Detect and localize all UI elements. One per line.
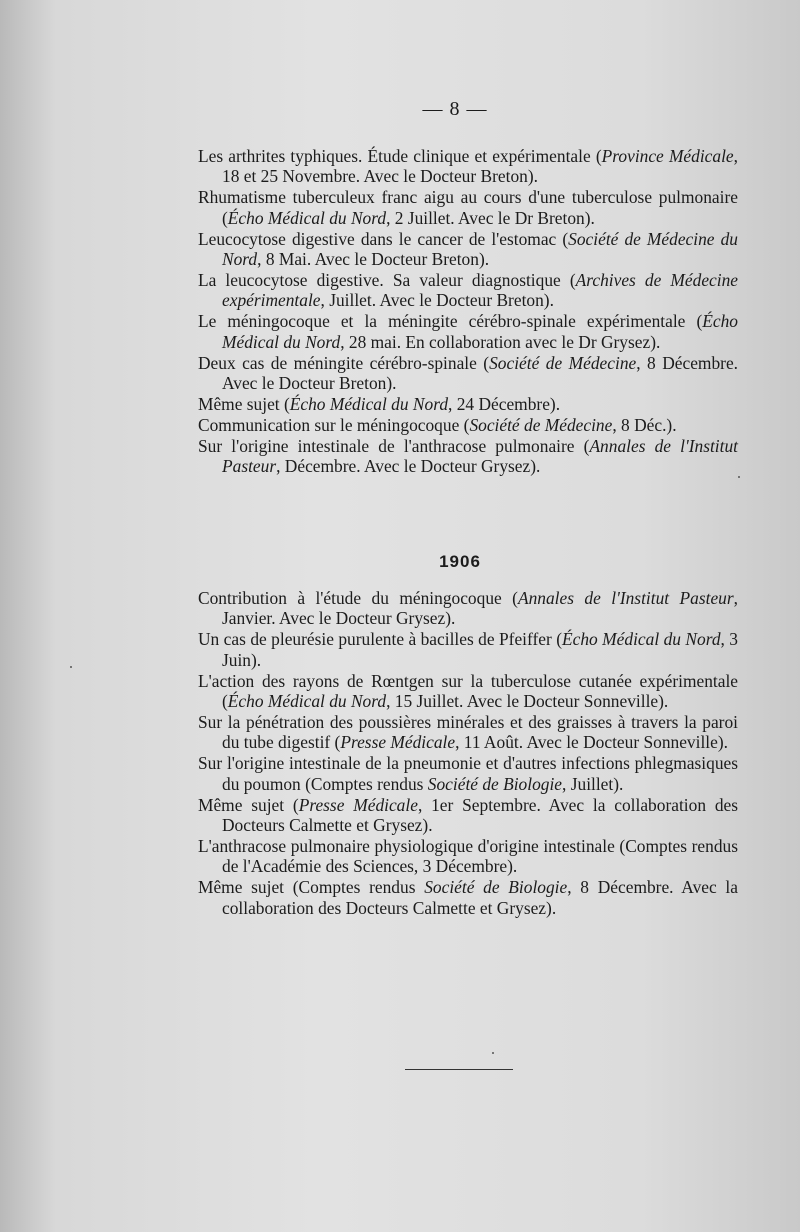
entry-text: , Juillet). [562, 773, 624, 794]
paper-speck [738, 476, 740, 478]
entry-text: Même sujet ( [198, 393, 290, 414]
bibliography-entry [198, 629, 738, 670]
entry-text: Communication sur le méningocoque ( [198, 414, 470, 435]
entry-text: Les arthrites typhiques. Étude clinique et expérimentale ( [198, 146, 602, 166]
year-heading: 1906 [439, 552, 481, 571]
bibliography-entry [198, 229, 738, 270]
page-number: — 8 — [422, 98, 488, 120]
entry-text: , 2 Juillet. Avec le Dr Breton). [386, 207, 595, 228]
bibliography-entry [198, 353, 738, 394]
bibliography-entry [198, 712, 738, 753]
bibliography-entry [198, 415, 738, 435]
entry-text: Sur la pénétration des poussières minérales et des graisses à travers la paroi du tube digestif ( [198, 711, 738, 753]
bibliography-list-before-1906 [198, 146, 738, 477]
entry-text: Leucocytose digestive dans le cancer de l'estomac ( [198, 228, 569, 249]
entry-text: , 8 Décembre. Avec la collaboration des Docteurs Calmette et Grysez). [222, 877, 738, 918]
entry-text: , 18 et 25 Novembre. Avec le Docteur Breton). [222, 146, 739, 187]
journal-title: Annales de l'Institut Pasteur [222, 435, 738, 477]
entry-text: Même sujet (Comptes rendus [198, 877, 425, 898]
entry-text: , 11 Août. Avec le Docteur Sonneville). [455, 732, 728, 753]
entry-text: , 28 mai. En collaboration avec le Dr Grysez). [340, 331, 661, 352]
bibliography-entry [198, 671, 738, 712]
entry-text: , 8 Déc.). [612, 414, 677, 435]
paper-speck [492, 1052, 494, 1054]
entry-text: Sur l'origine intestinale de l'anthracose pulmonaire ( [198, 435, 590, 456]
journal-title: Écho Médical du Nord [562, 629, 721, 650]
entry-text: Sur l'origine intestinale de la pneumonie et d'autres infections phlegmasiques du poumon (Comptes rendus [198, 753, 738, 794]
bibliography-entry [198, 187, 738, 228]
journal-title: Écho Médical du Nord [289, 393, 449, 414]
journal-title: Presse Médicale [298, 794, 418, 815]
entry-text: , Décembre. Avec le Docteur Grysez). [276, 456, 541, 477]
entry-text: La leucocytose digestive. Sa valeur diagnostique ( [198, 269, 576, 290]
entry-text: L'action des rayons de Rœntgen sur la tuberculose cutanée expérimentale ( [198, 670, 738, 712]
journal-title: Écho Médical du Nord [222, 311, 738, 352]
journal-title: Société de Médecine du Nord [222, 228, 738, 270]
bibliography-list-1906 [198, 588, 738, 919]
journal-title: Écho Médical du Nord [227, 207, 387, 228]
bibliography-entry [198, 795, 738, 836]
end-rule [405, 1069, 513, 1070]
entry-text: , Janvier. Avec le Docteur Grysez). [222, 588, 738, 629]
entry-text: , 1er Septembre. Avec la collaboration des Docteurs Calmette et Grysez). [222, 794, 739, 835]
journal-title: Presse Médicale [340, 732, 456, 753]
entry-text: Rhumatisme tuberculeux franc aigu au cours d'une tuberculose pulmonaire ( [198, 187, 738, 228]
journal-title: Société de Médecine [489, 352, 637, 373]
entry-text: , 3 Juin). [222, 629, 739, 670]
bibliography-entry [198, 436, 738, 477]
entry-text: Le méningocoque et la méningite cérébro-spinale expérimentale ( [198, 311, 703, 332]
entry-text: , 8 Décembre. Avec le Docteur Breton). [222, 352, 739, 393]
entry-text: L'anthracose pulmonaire physiologique d'origine intestinale (Comptes rendus de l'Académie des Sciences, 3 Décembre). [198, 835, 738, 877]
bibliography-entry [198, 836, 738, 877]
entry-text: Même sujet ( [198, 794, 299, 815]
entry-text: , 8 Mai. Avec le Docteur Breton). [257, 249, 490, 270]
bibliography-entry [198, 588, 738, 629]
bibliography-entry [198, 753, 738, 794]
entry-text: Deux cas de méningite cérébro-spinale ( [198, 352, 490, 373]
bibliography-entry [198, 311, 738, 352]
paper-speck [70, 666, 72, 668]
journal-title: Écho Médical du Nord [227, 691, 387, 712]
journal-title: Société de Médecine [469, 414, 613, 435]
bibliography-entry [198, 394, 738, 414]
entry-text: , 15 Juillet. Avec le Docteur Sonneville). [386, 691, 669, 712]
entry-text: , 24 Décembre). [448, 393, 561, 414]
journal-title: Archives de Médecine expérimentale [222, 269, 739, 311]
bibliography-entry [198, 877, 738, 918]
journal-title: Province Médicale [601, 146, 734, 166]
bibliography-entry [198, 270, 738, 311]
journal-title: Société de Biologie [427, 773, 563, 794]
bibliography-entry [198, 146, 738, 187]
entry-text: Un cas de pleurésie purulente à bacilles de Pfeiffer ( [198, 629, 563, 650]
journal-title: Annales de l'Institut Pasteur [517, 588, 734, 608]
entry-text: , Juillet. Avec le Docteur Breton). [320, 290, 554, 311]
entry-text: Contribution à l'étude du méningocoque ( [198, 588, 518, 608]
journal-title: Société de Biologie [424, 877, 568, 898]
